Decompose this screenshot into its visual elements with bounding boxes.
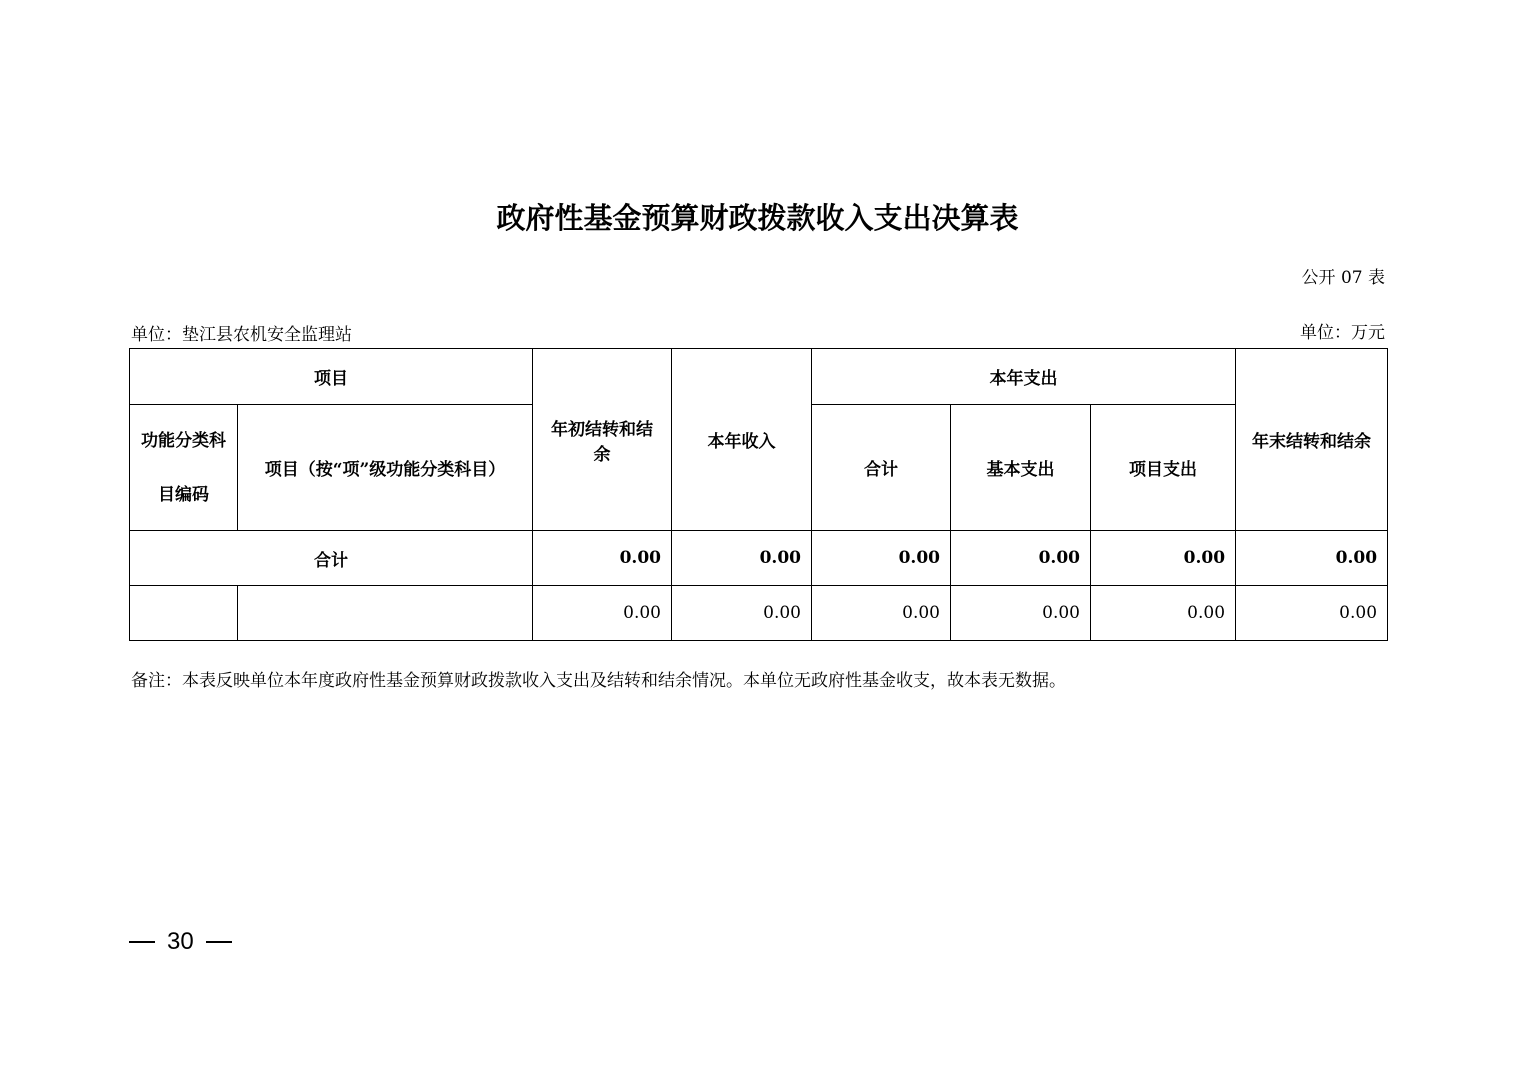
page-title: 政府性基金预算财政拨款收入支出决算表 — [496, 201, 1019, 235]
row-name — [238, 586, 533, 641]
row-code — [130, 586, 238, 641]
row-end-balance: 0.00 — [1236, 586, 1388, 641]
header-project-group: 项目 — [130, 349, 533, 405]
header-basic-expense: 基本支出 — [951, 405, 1091, 531]
total-income: 0.00 — [672, 531, 812, 586]
header-expense-group: 本年支出 — [812, 349, 1236, 405]
total-basic-expense: 0.00 — [951, 531, 1091, 586]
table-row — [130, 586, 1388, 641]
unit-measure: 单位：万元 — [1300, 323, 1385, 343]
header-income: 本年收入 — [672, 349, 812, 531]
form-code: 公开 07 表 — [1301, 268, 1385, 288]
total-row — [130, 531, 1388, 586]
unit-name: 单位：垫江县农机安全监理站 — [131, 325, 352, 345]
row-project-expense: 0.00 — [1091, 586, 1236, 641]
row-begin-balance: 0.00 — [533, 586, 672, 641]
total-begin-balance: 0.00 — [533, 531, 672, 586]
total-label: 合计 — [130, 531, 533, 586]
total-expense-total: 0.00 — [812, 531, 951, 586]
row-expense-total: 0.00 — [812, 586, 951, 641]
header-end-balance: 年末结转和结余 — [1236, 349, 1388, 531]
row-income: 0.00 — [672, 586, 812, 641]
header-func-code: 功能分类科目编码 — [130, 405, 238, 531]
budget-table — [129, 348, 1388, 641]
dash-left — [129, 941, 155, 943]
footnote: 备注：本表反映单位本年度政府性基金预算财政拨款收入支出及结转和结余情况。本单位无政府性基金收支，故本表无数据。 — [131, 671, 1066, 691]
page-number-value: 30 — [167, 928, 194, 955]
total-project-expense: 0.00 — [1091, 531, 1236, 586]
header-project-expense: 项目支出 — [1091, 405, 1236, 531]
header-expense-total: 合计 — [812, 405, 951, 531]
total-end-balance: 0.00 — [1236, 531, 1388, 586]
header-begin-balance: 年初结转和结余 — [533, 349, 672, 531]
header-project-item: 项目（按“项”级功能分类科目） — [238, 405, 533, 531]
page-number — [129, 928, 232, 956]
row-basic-expense: 0.00 — [951, 586, 1091, 641]
dash-right — [206, 941, 232, 943]
